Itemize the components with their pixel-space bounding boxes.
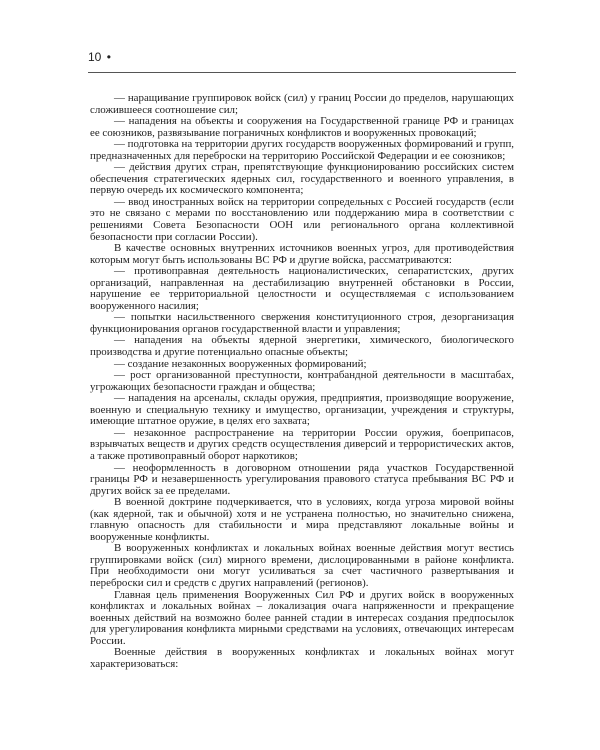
paragraph: — наращивание группировок войск (сил) у границ России до пределов, нарушающих сложившееся соотношение сил; bbox=[90, 92, 514, 116]
paragraph: — создание незаконных вооруженных формирований; bbox=[114, 357, 367, 370]
bullet-icon: • bbox=[106, 50, 111, 64]
paragraph: — неоформленность в договорном отношении ряда участков Государственной границы РФ и незавершенность урегулирования правового статуса пребывания ВС РФ и других войск за ее пределами. bbox=[90, 461, 514, 497]
paragraph: Военные действия в вооруженных конфликтах и локальных войнах могут характеризоваться: bbox=[90, 646, 514, 670]
paragraph: В качестве основных внутренних источников военных угроз, для противодействия которым могут быть использованы ВС РФ и другие войска, рассматриваются: bbox=[90, 242, 514, 266]
paragraph: — действия других стран, препятствующие функционированию российских систем обеспечения стратегических ядерных сил, государственного и военного управления, в первую очередь их космического компонента; bbox=[90, 161, 514, 197]
paragraph: — нападения на арсеналы, склады оружия, предприятия, производящие вооружение, военную и специальную технику и имущество, организации, учреждения и структуры, имеющие штатное оружие, в целях его захвата; bbox=[90, 392, 514, 428]
paragraph: — нападения на объекты ядерной энергетики, химического, биологического производства и другие потенциально опасные объекты; bbox=[90, 334, 514, 359]
paragraph: — незаконное распространение на территории России оружия, боеприпасов, взрывчатых веществ и других средств осуществления диверсий и террористических актов, а также противоправный оборот наркотиков; bbox=[90, 426, 514, 462]
paragraph: В военной доктрине подчеркивается, что в условиях, когда угроза мировой войны (как ядерной, так и обычной) хотя и не устранена полностью, но значительно снижена, главную опасность для стабильности и мира представляют локальные войны и вооруженные конфликты. bbox=[90, 496, 514, 543]
paragraph: Главная цель применения Вооруженных Сил РФ и других войск в вооруженных конфликтах и локальных войнах – локализация очага напряженности и прекращение военных действий на возможно более ранней стадии в интересах создания предпосылок для урегулирования конфликта мирными средствами на условиях, отвечающих интересам России. bbox=[90, 588, 514, 647]
paragraph: В вооруженных конфликтах и локальных войнах военные действия могут вестись группировками войск (сил) мирного времени, дислоцированными в районе конфликта. При необходимости они могут усиливаться за счет частичного развертывания и переброски сил и средств с других направлений (регионов). bbox=[90, 542, 514, 589]
paragraph: — ввод иностранных войск на территории сопредельных с Россией государств (если это не связано с мерами по восстановлению или поддержанию мира в соответствии с решениями Совета Безопасности ООН или регионального органа коллективной безопасности при согласии России). bbox=[90, 195, 514, 243]
paragraph: — противоправная деятельность националистических, сепаратистских, других организаций, направленная на дестабилизацию внутренней обстановки в России, нарушение ее территориальной целостности и осуществляемая с использованием вооруженного насилия; bbox=[90, 265, 514, 312]
page-number: 10 bbox=[88, 50, 102, 64]
page-body bbox=[90, 93, 514, 670]
paragraph: — рост организованной преступности, контрабандной деятельности в масштабах, угрожающих безопасности граждан и общества; bbox=[90, 369, 514, 393]
paragraph: — нападения на объекты и сооружения на Государственной границе РФ и границах ее союзников, развязывание пограничных конфликтов и вооруженных провокаций; bbox=[90, 115, 514, 139]
paragraph: — попытки насильственного свержения конституционного строя, дезорганизация функционирования органов государственной власти и управления; bbox=[90, 311, 514, 335]
paragraph: — подготовка на территории других государств вооруженных формирований и групп, предназначенных для переброски на территорию Российской Федерации и ее союзников; bbox=[90, 138, 514, 162]
header-divider bbox=[88, 72, 516, 73]
page-header bbox=[88, 50, 111, 64]
